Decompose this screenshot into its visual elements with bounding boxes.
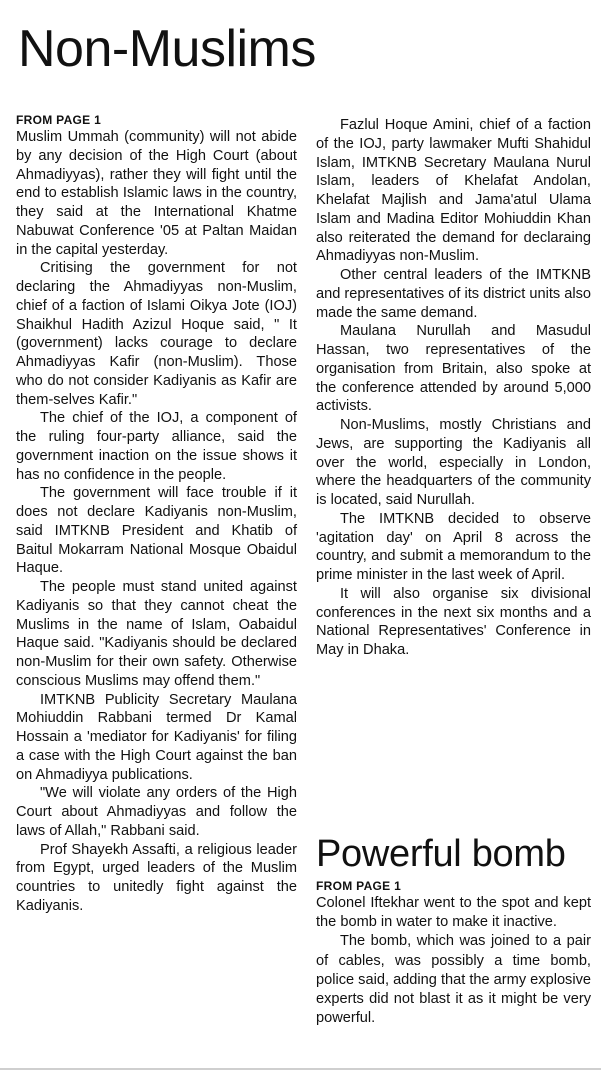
- paragraph: The government will face trouble if it does not declare Kadiyanis non-Muslim, said IMTKNB President and Khatib of Baitul Mokarram National Mosque Obaidul Haque.: [16, 485, 297, 577]
- paragraph: "We will violate any orders of the High Court about Ahmadiyyas and follow the laws of Allah," Rabbani said.: [16, 785, 297, 839]
- paragraph: The chief of the IOJ, a component of the ruling four-party alliance, said the government inaction on the issue shows it has no confidence in the people.: [16, 410, 297, 483]
- paragraph: The IMTKNB decided to observe 'agitation day' on April 8 across the country, and submit a memorandum to the prime minister in the last week of April.: [316, 510, 591, 583]
- paragraph: IMTKNB Publicity Secretary Maulana Mohiuddin Rabbani termed Dr Kamal Hossain a 'mediator for Kadiyanis' for filing a case with the High Court against the ban on Ahmadiyya publications.: [16, 691, 297, 783]
- paragraph: Fazlul Hoque Amini, chief of a faction of the IOJ, party lawmaker Mufti Shahidul Islam, IMTKNB Secretary Maulana Nurul Islam, leaders of Khelafat Andolan, Khelafat Majlish and Jama'atul Ulama Islam and Madina Editor Mohiuddin Khan also reiterated the demand for declaraing Ahmadiyyas non-Muslim.: [316, 117, 591, 265]
- paragraph: Critising the government for not declaring the Ahmadiyyas non-Muslim, chief of a faction of Islami Oikya Jote (IOJ) Shaikhul Hadith Azizul Hoque said, " It (government) lacks courage to declare Ahmadiyyas Kafir (non-Muslim). Those who do not consider Kadiyanis as Kafir are them-selves Kafir.": [16, 260, 297, 408]
- article-left-column: [16, 113, 297, 916]
- headline-powerful-bomb: Powerful bomb: [316, 833, 566, 875]
- paragraph: Muslim Ummah (community) will not abide by any decision of the High Court (about Ahmadiyyas), rather they will fight until the end to establish Islamic laws in the country, they said at the International Khatme Nabuwat Conference '05 at Paltan Maidan in the capital yesterday.: [16, 129, 297, 258]
- paragraph: Non-Muslims, mostly Christians and Jews, are supporting the Kadiyanis all over the world, especially in London, where the headquarters of the community is located, said Nurullah.: [316, 417, 591, 508]
- kicker-from-page-1: FROM PAGE 1: [316, 879, 402, 893]
- bottom-divider: [0, 1068, 601, 1070]
- paragraph: Maulana Nurullah and Masudul Hassan, two representatives of the organisation from Britain, also spoke at the conference attended by around 5,000 activists.: [316, 323, 591, 415]
- article-bomb-column: [316, 879, 591, 1028]
- paragraph: The people must stand united against Kadiyanis so that they cannot cheat the Muslims in the name of Islam, Oabaidul Haque said. "Kadiyanis should be declared non-Muslim for their own safety. Otherwise conscious Muslims may offend them.": [16, 579, 297, 689]
- paragraph: Colonel Iftekhar went to the spot and kept the bomb in water to make it inactive.: [316, 895, 591, 931]
- paragraph: The bomb, which was joined to a pair of cables, was possibly a time bomb, police said, adding that the army explosive experts did not blast it as it might be very powerful.: [316, 933, 592, 1027]
- headline-non-muslims: Non-Muslims: [18, 20, 316, 78]
- paragraph: Prof Shayekh Assafti, a religious leader from Egypt, urged leaders of the Muslim countries to unitedly fight against the Kadiyanis.: [16, 841, 297, 914]
- kicker-from-page-1: FROM PAGE 1: [16, 113, 102, 127]
- paragraph: Other central leaders of the IMTKNB and representatives of its district units also made the same demand.: [316, 267, 591, 321]
- article-right-column: [316, 116, 591, 660]
- paragraph: It will also organise six divisional conferences in the next six months and a National Representatives' Conference in May in Dhaka.: [316, 585, 591, 658]
